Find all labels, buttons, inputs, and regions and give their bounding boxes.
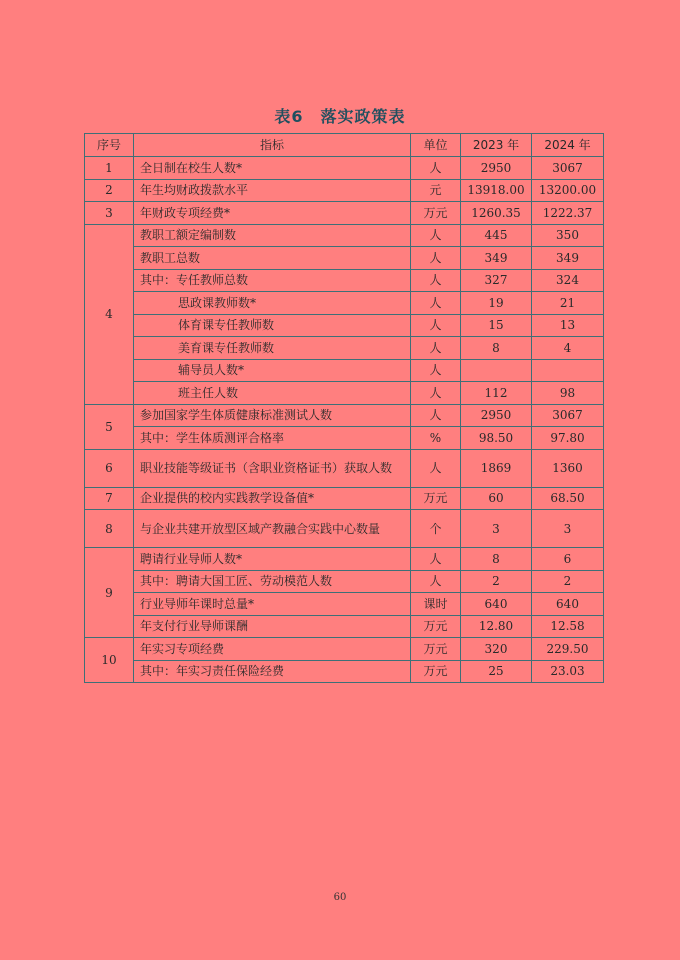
row-indicator: 聘请行业导师人数* xyxy=(134,548,411,571)
row-2023: 640 xyxy=(461,593,532,616)
row-indicator: 思政课教师数* xyxy=(134,292,411,315)
table-header-row xyxy=(85,134,604,157)
table-row xyxy=(85,157,604,180)
row-unit: 人 xyxy=(411,247,461,270)
row-unit: 人 xyxy=(411,548,461,571)
row-2024: 1360 xyxy=(532,449,604,487)
table-row xyxy=(85,224,604,247)
row-no: 7 xyxy=(85,487,134,510)
row-2023: 2950 xyxy=(461,404,532,427)
row-2023: 60 xyxy=(461,487,532,510)
row-unit: 人 xyxy=(411,359,461,382)
row-2023: 25 xyxy=(461,660,532,683)
row-indicator: 行业导师年课时总量* xyxy=(134,593,411,616)
table-row xyxy=(85,247,604,270)
row-2024: 21 xyxy=(532,292,604,315)
table-row xyxy=(85,269,604,292)
row-2024: 68.50 xyxy=(532,487,604,510)
row-2024: 1222.37 xyxy=(532,202,604,225)
row-no: 2 xyxy=(85,179,134,202)
row-unit: 人 xyxy=(411,292,461,315)
row-2024: 229.50 xyxy=(532,638,604,661)
row-indicator: 班主任人数 xyxy=(134,382,411,405)
row-2024 xyxy=(532,359,604,382)
row-2023: 13918.00 xyxy=(461,179,532,202)
row-2024: 3067 xyxy=(532,157,604,180)
row-indicator: 年实习专项经费 xyxy=(134,638,411,661)
row-2023: 12.80 xyxy=(461,615,532,638)
table-row xyxy=(85,179,604,202)
header-2023: 2023 年 xyxy=(461,134,532,157)
row-2023: 2950 xyxy=(461,157,532,180)
table-row xyxy=(85,292,604,315)
table-row xyxy=(85,510,604,548)
row-no: 6 xyxy=(85,449,134,487)
row-2023: 3 xyxy=(461,510,532,548)
header-no: 序号 xyxy=(85,134,134,157)
row-2023: 445 xyxy=(461,224,532,247)
row-indicator: 参加国家学生体质健康标准测试人数 xyxy=(134,404,411,427)
row-indicator: 全日制在校生人数* xyxy=(134,157,411,180)
row-2024: 3067 xyxy=(532,404,604,427)
row-no: 5 xyxy=(85,404,134,449)
table-row xyxy=(85,359,604,382)
row-unit: 人 xyxy=(411,404,461,427)
row-no: 4 xyxy=(85,224,134,404)
row-2023: 8 xyxy=(461,337,532,360)
row-2024: 6 xyxy=(532,548,604,571)
row-2024: 3 xyxy=(532,510,604,548)
row-unit: 个 xyxy=(411,510,461,548)
table-row xyxy=(85,337,604,360)
table-row xyxy=(85,202,604,225)
row-2024: 350 xyxy=(532,224,604,247)
row-2024: 13 xyxy=(532,314,604,337)
table-row xyxy=(85,615,604,638)
row-indicator: 其中：专任教师总数 xyxy=(134,269,411,292)
table-row xyxy=(85,449,604,487)
row-2023: 15 xyxy=(461,314,532,337)
table-title: 表6 落实政策表 xyxy=(274,107,406,126)
row-unit: 人 xyxy=(411,570,461,593)
table-row xyxy=(85,548,604,571)
row-unit: 万元 xyxy=(411,202,461,225)
header-unit: 单位 xyxy=(411,134,461,157)
row-2024: 2 xyxy=(532,570,604,593)
row-indicator: 其中：聘请大国工匠、劳动模范人数 xyxy=(134,570,411,593)
row-unit: 人 xyxy=(411,337,461,360)
row-unit: 万元 xyxy=(411,638,461,661)
row-indicator: 其中：年实习责任保险经费 xyxy=(134,660,411,683)
row-no: 10 xyxy=(85,638,134,683)
row-unit: 元 xyxy=(411,179,461,202)
row-unit: 人 xyxy=(411,382,461,405)
row-2023: 19 xyxy=(461,292,532,315)
row-2023: 1869 xyxy=(461,449,532,487)
row-indicator: 年支付行业导师课酬 xyxy=(134,615,411,638)
row-no: 3 xyxy=(85,202,134,225)
row-2024: 12.58 xyxy=(532,615,604,638)
table-row xyxy=(85,487,604,510)
row-indicator: 年生均财政拨款水平 xyxy=(134,179,411,202)
row-no: 9 xyxy=(85,548,134,638)
row-indicator: 体育课专任教师数 xyxy=(134,314,411,337)
row-2024: 640 xyxy=(532,593,604,616)
row-2023: 112 xyxy=(461,382,532,405)
table-row xyxy=(85,382,604,405)
row-2023: 8 xyxy=(461,548,532,571)
row-indicator: 美育课专任教师数 xyxy=(134,337,411,360)
row-2024: 98 xyxy=(532,382,604,405)
row-unit: 万元 xyxy=(411,660,461,683)
row-2024: 97.80 xyxy=(532,427,604,450)
row-2023: 320 xyxy=(461,638,532,661)
table-row xyxy=(85,427,604,450)
row-unit: 人 xyxy=(411,449,461,487)
row-unit: 课时 xyxy=(411,593,461,616)
header-indicator: 指标 xyxy=(134,134,411,157)
table-row xyxy=(85,314,604,337)
row-indicator: 教职工额定编制数 xyxy=(134,224,411,247)
row-indicator: 与企业共建开放型区域产教融合实践中心数量 xyxy=(134,510,411,548)
row-2023: 98.50 xyxy=(461,427,532,450)
row-indicator: 年财政专项经费* xyxy=(134,202,411,225)
row-2023: 349 xyxy=(461,247,532,270)
page-number: 60 xyxy=(333,892,347,903)
table-row xyxy=(85,404,604,427)
row-unit: 人 xyxy=(411,157,461,180)
table-row xyxy=(85,638,604,661)
row-2023 xyxy=(461,359,532,382)
row-indicator: 教职工总数 xyxy=(134,247,411,270)
row-indicator: 职业技能等级证书（含职业资格证书）获取人数 xyxy=(134,449,411,487)
row-2024: 23.03 xyxy=(532,660,604,683)
header-2024: 2024 年 xyxy=(532,134,604,157)
table-row xyxy=(85,593,604,616)
row-unit: 人 xyxy=(411,269,461,292)
row-2024: 13200.00 xyxy=(532,179,604,202)
row-2023: 1260.35 xyxy=(461,202,532,225)
row-indicator: 辅导员人数* xyxy=(134,359,411,382)
row-unit: 人 xyxy=(411,314,461,337)
row-no: 8 xyxy=(85,510,134,548)
row-unit: 人 xyxy=(411,224,461,247)
row-unit: 万元 xyxy=(411,487,461,510)
row-2023: 327 xyxy=(461,269,532,292)
table-row xyxy=(85,570,604,593)
row-unit: 万元 xyxy=(411,615,461,638)
row-2024: 324 xyxy=(532,269,604,292)
policy-table xyxy=(84,133,604,683)
row-no: 1 xyxy=(85,157,134,180)
row-indicator: 企业提供的校内实践教学设备值* xyxy=(134,487,411,510)
row-2024: 4 xyxy=(532,337,604,360)
row-2024: 349 xyxy=(532,247,604,270)
table-row xyxy=(85,660,604,683)
row-indicator: 其中：学生体质测评合格率 xyxy=(134,427,411,450)
row-unit: % xyxy=(411,427,461,450)
row-2023: 2 xyxy=(461,570,532,593)
